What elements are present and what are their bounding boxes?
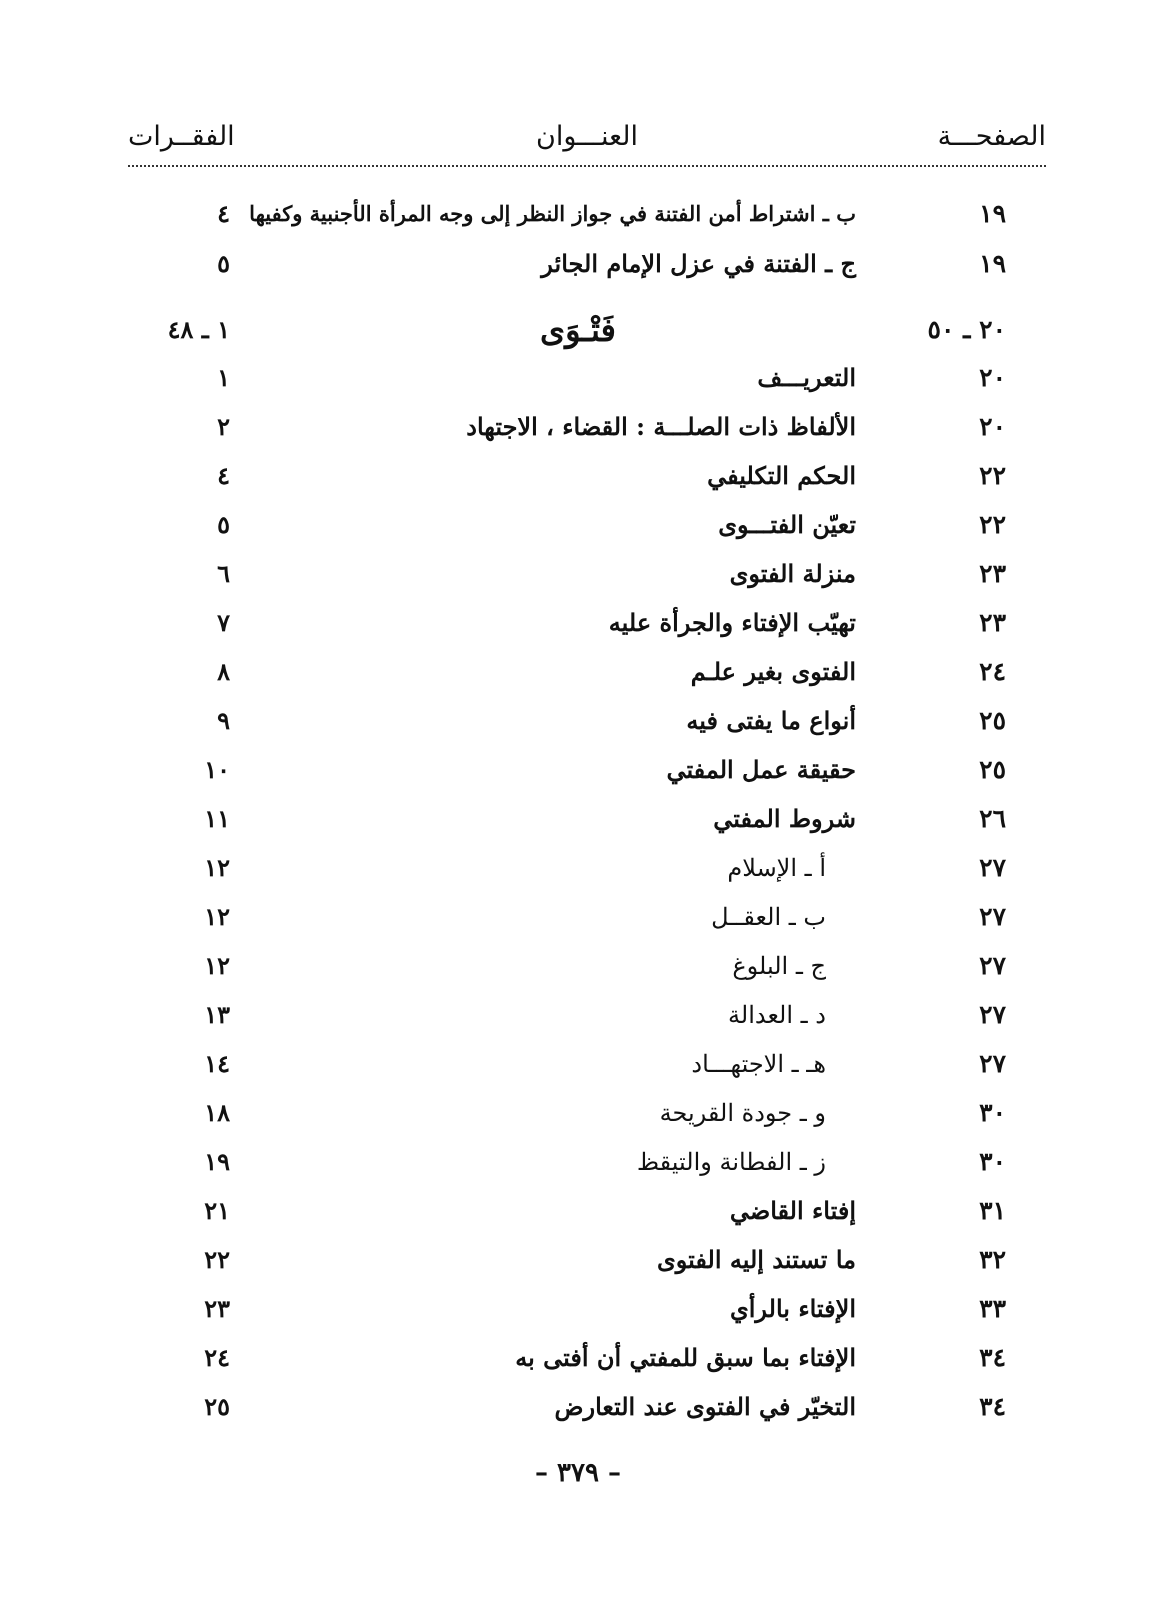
entry-title: حقيقة عمل المفتي [666,755,856,784]
paragraph-ref: ١٣ [204,1000,230,1029]
toc-row [0,599,1156,647]
toc-row [0,795,1156,843]
paragraph-ref: ١٩ [204,1147,230,1176]
toc-row [0,550,1156,598]
page-number: ٢٧ [979,1000,1006,1029]
entry-title: ما تستند إليه الفتوى [656,1245,856,1274]
paragraph-range: ١ ـ ٤٨ [167,315,230,344]
page-number: ٢٥ [979,755,1006,784]
page-number: ٣٣ [979,1294,1006,1323]
paragraph-ref: ٢٣ [204,1294,230,1323]
entry-title: شروط المفتي [713,804,856,833]
entry-title: أنواع ما يفتى فيه [686,706,856,735]
entry-title: منزلة الفتوى [729,559,856,588]
entry-subtitle: و ـ جودة القريحة [659,1099,826,1127]
page-number: ٣٤ [979,1392,1006,1421]
entry-title: الإفتاء بما سبق للمفتي أن أفتى به [515,1343,856,1372]
toc-row [0,746,1156,794]
title-column-header: العنـــوان [536,121,638,152]
toc-row [0,844,1156,892]
page-number: ٢٤ [979,657,1006,686]
toc-row [0,403,1156,451]
toc-row [0,1089,1156,1137]
entry-title: ج ـ الفتنة في عزل الإمام الجائر [541,249,856,278]
page-number: ٢٥ [979,706,1006,735]
paragraph-ref: ٢٥ [204,1392,230,1421]
entry-subtitle: ب ـ العقــل [711,903,826,931]
paragraph-ref: ١١ [204,804,230,833]
toc-row [0,1285,1156,1333]
page-number: ٢٠ [979,412,1006,441]
toc-row [0,190,1156,238]
page-number: ٢٣ [979,608,1006,637]
page-number: ٢٠ [979,363,1006,392]
page-number: ٣٢ [979,1245,1006,1274]
entry-title: التعريـــف [757,363,856,392]
entry-title: التخيّر في الفتوى عند التعارض [554,1392,856,1421]
page-footer-number: – ٣٧٩ – [534,1458,622,1488]
paragraph-ref: ٧ [217,608,230,637]
toc-row [0,942,1156,990]
page-number: ٣٤ [979,1343,1006,1372]
entry-title: الحكم التكليفي [707,461,856,490]
page-column-header: الصفحـــة [937,121,1046,152]
entry-subtitle: د ـ العدالة [728,1001,826,1029]
paragraph-ref: ١ [217,363,230,392]
paragraphs-column-header: الفقــرات [128,121,235,152]
toc-row [0,991,1156,1039]
page-number: ١٩ [979,249,1006,278]
entry-title: ب ـ اشتراط أمن الفتنة في جواز النظر إلى وجه المرأة الأجنبية وكفيها [249,201,856,226]
toc-row-section [0,306,1156,354]
entry-title: تعيّن الفتـــوى [718,510,856,539]
paragraph-ref: ١٢ [204,902,230,931]
toc-row [0,1236,1156,1284]
entry-subtitle: ج ـ البلوغ [732,952,826,980]
entry-subtitle: ز ـ الفطانة والتيقظ [636,1148,826,1176]
section-heading: فَتْـوَى [540,311,616,349]
paragraph-ref: ٥ [217,249,230,278]
entry-subtitle: هـ ـ الاجتهـــاد [691,1050,826,1078]
paragraph-ref: ٤ [217,199,230,228]
paragraph-ref: ١٢ [204,853,230,882]
paragraph-ref: ٦ [217,559,230,588]
paragraph-ref: ١٨ [204,1098,230,1127]
paragraph-ref: ٢ [217,412,230,441]
page-number: ٣٠ [979,1147,1006,1176]
paragraph-ref: ١٠ [204,755,230,784]
toc-row [0,1187,1156,1235]
entry-title: إفتاء القاضي [729,1196,856,1225]
paragraph-ref: ٤ [217,461,230,490]
toc-row [0,501,1156,549]
toc-row [0,1138,1156,1186]
entry-title: الفتوى بغير علـم [690,657,856,686]
entry-title: الإفتاء بالرأي [729,1294,856,1323]
page-number: ٣٠ [979,1098,1006,1127]
toc-row [0,697,1156,745]
entry-subtitle: أ ـ الإسلام [727,854,826,882]
paragraph-ref: ١٢ [204,951,230,980]
paragraph-ref: ٢٤ [204,1343,230,1372]
paragraph-ref: ٢١ [204,1196,230,1225]
paragraph-ref: ٢٢ [204,1245,230,1274]
entry-title: الألفاظ ذات الصلـــة : القضاء ، الاجتهاد [466,412,856,441]
page-number: ٢٧ [979,1049,1006,1078]
paragraph-ref: ٩ [217,706,230,735]
toc-row [0,648,1156,696]
page-number: ٣١ [979,1196,1006,1225]
page-number: ١٩ [979,199,1006,228]
page-number: ٢٧ [979,853,1006,882]
paragraph-ref: ٨ [217,657,230,686]
toc-row [0,452,1156,500]
page-number: ٢٢ [979,461,1006,490]
page-number: ٢٦ [979,804,1006,833]
toc-row [0,354,1156,402]
page-number: ٢٢ [979,510,1006,539]
toc-row [0,240,1156,288]
paragraph-ref: ٥ [217,510,230,539]
page-number: ٢٣ [979,559,1006,588]
toc-row [0,893,1156,941]
toc-row [0,1383,1156,1431]
toc-row [0,1334,1156,1382]
page-number: ٢٧ [979,902,1006,931]
page-number: ٢٧ [979,951,1006,980]
paragraph-ref: ١٤ [204,1049,230,1078]
toc-row [0,1040,1156,1088]
page-range: ٢٠ ـ ٥٠ [927,315,1006,344]
entry-title: تهيّب الإفتاء والجرأة عليه [608,608,856,637]
